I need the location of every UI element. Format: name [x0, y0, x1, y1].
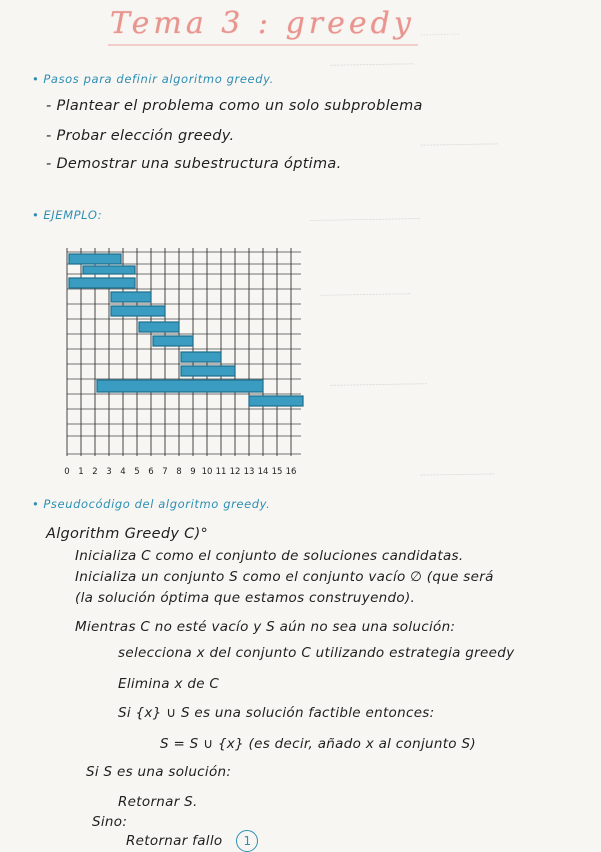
bleed-through-text: ------------------------------ [329, 379, 428, 391]
pseudocode-line: Si S es una solución: [86, 764, 232, 780]
axis-tick-label: 6 [148, 467, 154, 477]
pseudocode-line: Inicializa C como el conjunto de soluciones candidatas. [75, 548, 464, 564]
page-title: Tema 3 : greedy [110, 6, 415, 41]
bullet-dot: • [32, 72, 40, 86]
interval-diagram [55, 244, 315, 484]
page-number-badge: 1 [236, 830, 258, 852]
section-heading-pseudocodigo [32, 497, 270, 511]
section-heading-pasos [32, 72, 274, 86]
axis-tick-label: 1 [78, 467, 84, 477]
axis-tick-label: 7 [162, 467, 168, 477]
axis-tick-label: 12 [229, 467, 241, 477]
pseudocode-line: Inicializa un conjunto S como el conjunto vacío ∅ (que será [75, 569, 494, 585]
bullet-dot: • [32, 208, 40, 222]
pseudocode-line: Elimina x de C [118, 676, 220, 692]
axis-tick-label: 11 [215, 467, 227, 477]
pseudocode-line: Algorithm Greedy C)° [46, 526, 209, 542]
axis-tick-label: 8 [176, 467, 182, 477]
section-heading-ejemplo [32, 208, 102, 222]
axis-tick-label: 14 [257, 467, 269, 477]
pseudocode-line: Mientras C no esté vacío y S aún no sea una solución: [75, 619, 456, 635]
pseudocode-line: S = S ∪ {x} (es decir, añado x al conjunto S) [160, 736, 476, 752]
axis-tick-label: 0 [64, 467, 70, 477]
pseudocode-line: selecciona x del conjunto C utilizando estrategia greedy [118, 645, 515, 661]
step-line: - Probar elección greedy. [46, 128, 235, 144]
pseudocode-line: Retornar S. [118, 794, 198, 810]
axis-tick-label: 2 [92, 467, 98, 477]
step-line: - Plantear el problema como un solo subproblema [46, 98, 423, 114]
bleed-through-text: ------------------------ [419, 139, 499, 151]
axis-tick-label: 9 [190, 467, 196, 477]
section-heading-pseudocodigo-label: Pseudocódigo del algoritmo greedy. [43, 497, 271, 511]
bleed-through-text: ---------------------------------- [309, 214, 421, 226]
axis-tick-label: 16 [285, 467, 297, 477]
step-line: - Demostrar una subestructura óptima. [46, 156, 342, 172]
pseudocode-line: (la solución óptima que estamos construyendo). [75, 590, 416, 606]
axis-tick-label: 4 [120, 467, 126, 477]
axis-labels [64, 467, 296, 477]
axis-tick-label: 5 [134, 467, 140, 477]
bleed-through-text: -------------------------- [329, 59, 415, 71]
bleed-through-text: ----------------------- [419, 469, 495, 481]
pseudocode-line-last [126, 830, 258, 852]
interval-bars [69, 254, 303, 406]
section-heading-pasos-label: Pasos para definir algoritmo greedy. [43, 72, 274, 86]
axis-tick-label: 3 [106, 467, 112, 477]
bullet-dot: • [32, 497, 40, 511]
section-heading-ejemplo-label: EJEMPLO: [43, 208, 103, 222]
pseudocode-line: Retornar fallo [126, 833, 223, 849]
bleed-through-text: ---------------------------- [319, 289, 412, 301]
title-underline [108, 44, 418, 46]
pseudocode-line: Si {x} ∪ S es una solución factible entonces: [118, 705, 435, 721]
pseudocode-line: Sino: [92, 814, 128, 830]
bleed-through-text: .............. [419, 27, 461, 39]
axis-tick-label: 15 [271, 467, 283, 477]
axis-tick-label: 10 [201, 467, 213, 477]
axis-tick-label: 13 [243, 467, 255, 477]
